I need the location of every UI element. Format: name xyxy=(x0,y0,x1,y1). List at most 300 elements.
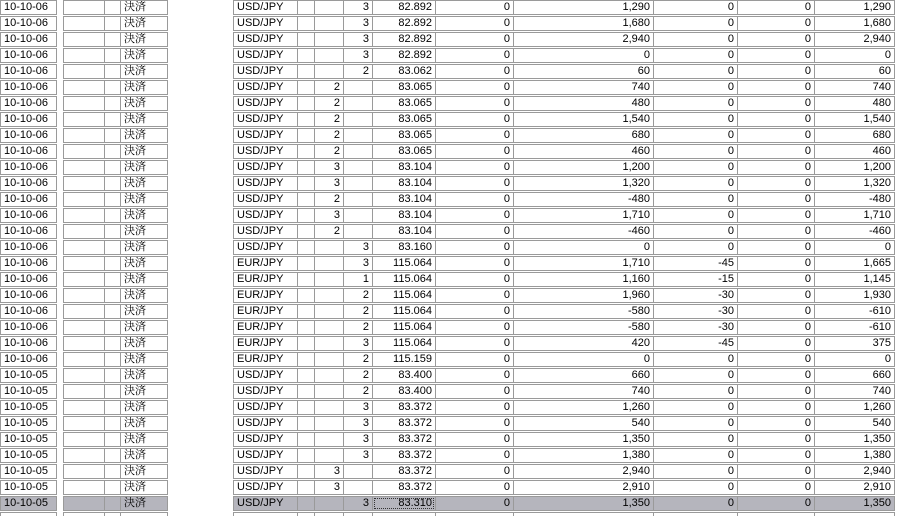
cell-price[interactable]: 82.892 xyxy=(372,16,436,31)
cell-quantity-b[interactable]: 3 xyxy=(343,32,373,47)
cell-settlement-type[interactable]: 決済 xyxy=(120,368,168,383)
cell-zero-1[interactable]: 0 xyxy=(435,256,514,271)
cell-profit-loss[interactable]: 1,320 xyxy=(513,176,654,191)
cell-zero-1[interactable]: 0 xyxy=(435,288,514,303)
cell-empty-c[interactable] xyxy=(104,432,121,447)
cell-quantity-a[interactable]: 2 xyxy=(314,96,344,111)
cell-currency-pair[interactable]: USD/JPY xyxy=(233,64,298,79)
cell-net-amount[interactable]: 0 xyxy=(814,240,895,255)
cell-price[interactable]: 83.065 xyxy=(372,144,436,159)
cell-currency-pair[interactable]: EUR/JPY xyxy=(233,336,298,351)
cell-empty-c[interactable] xyxy=(104,128,121,143)
cell-empty-c[interactable] xyxy=(104,96,121,111)
cell-price[interactable]: 83.372 xyxy=(372,400,436,415)
cell-quantity-a[interactable]: 3 xyxy=(314,176,344,191)
cell-price[interactable]: 115.064 xyxy=(372,336,436,351)
cell-zero-1[interactable]: 0 xyxy=(435,224,514,239)
cell-empty-c[interactable] xyxy=(104,112,121,127)
cell-quantity-a[interactable] xyxy=(314,64,344,79)
cell-profit-loss[interactable]: 1,350 xyxy=(513,432,654,447)
cell-net-amount[interactable]: 480 xyxy=(814,96,895,111)
cell-empty-f[interactable] xyxy=(297,448,315,463)
cell-empty-f[interactable] xyxy=(297,256,315,271)
cell-quantity-b[interactable]: 3 xyxy=(343,400,373,415)
cell-profit-loss[interactable]: 1,710 xyxy=(513,208,654,223)
cell-quantity-b[interactable]: 1 xyxy=(343,272,373,287)
cell-trade-date[interactable]: 10-10-06 xyxy=(0,160,57,175)
cell-zero-1[interactable]: 0 xyxy=(435,0,514,15)
cell-commission[interactable]: -30 xyxy=(653,288,738,303)
cell-price[interactable]: 83.372 xyxy=(372,416,436,431)
cell-quantity-a[interactable]: 2 xyxy=(314,112,344,127)
cell-empty-b[interactable] xyxy=(63,336,105,351)
cell-net-amount[interactable]: 1,350 xyxy=(814,496,895,511)
table-row[interactable] xyxy=(0,96,907,111)
cell-empty-f[interactable] xyxy=(297,16,315,31)
cell-empty-f[interactable] xyxy=(297,336,315,351)
cell-commission[interactable]: -15 xyxy=(653,272,738,287)
cell-zero-1[interactable]: 0 xyxy=(435,384,514,399)
cell-price[interactable]: 83.104 xyxy=(372,160,436,175)
cell-quantity-b[interactable] xyxy=(343,192,373,207)
cell-net-amount[interactable]: 1,665 xyxy=(814,256,895,271)
table-row[interactable] xyxy=(0,208,907,223)
table-row[interactable] xyxy=(0,112,907,127)
cell-empty-c[interactable] xyxy=(104,144,121,159)
cell-trade-date[interactable]: 10-10-05 xyxy=(0,368,57,383)
cell-empty-f[interactable] xyxy=(297,144,315,159)
cell-empty-c[interactable] xyxy=(104,208,121,223)
cell-zero-1[interactable]: 0 xyxy=(435,64,514,79)
cell-zero-1[interactable]: 0 xyxy=(435,80,514,95)
cell-quantity-a[interactable] xyxy=(314,352,344,367)
cell-quantity-b[interactable]: 2 xyxy=(343,288,373,303)
cell-empty-c[interactable] xyxy=(104,368,121,383)
cell-empty-f[interactable] xyxy=(297,192,315,207)
cell-zero-1[interactable]: 0 xyxy=(435,416,514,431)
cell-empty-b[interactable] xyxy=(63,224,105,239)
cell-currency-pair[interactable]: USD/JPY xyxy=(233,80,298,95)
cell-price[interactable]: 83.062 xyxy=(372,64,436,79)
cell-empty-f[interactable] xyxy=(297,112,315,127)
cell-trade-date[interactable] xyxy=(0,512,57,516)
cell-price[interactable]: 82.892 xyxy=(372,0,436,15)
cell-profit-loss[interactable]: 660 xyxy=(513,368,654,383)
cell-trade-date[interactable]: 10-10-06 xyxy=(0,0,57,15)
cell-quantity-b[interactable] xyxy=(343,80,373,95)
cell-empty-f[interactable] xyxy=(297,464,315,479)
cell-quantity-a[interactable]: 3 xyxy=(314,464,344,479)
table-row[interactable] xyxy=(0,368,907,383)
cell-quantity-b[interactable]: 3 xyxy=(343,256,373,271)
cell-settlement-type[interactable]: 決済 xyxy=(120,224,168,239)
table-row[interactable] xyxy=(0,320,907,335)
cell-empty-c[interactable] xyxy=(104,288,121,303)
cell-net-amount[interactable]: 1,540 xyxy=(814,112,895,127)
cell-quantity-a[interactable] xyxy=(314,368,344,383)
cell-quantity-b[interactable] xyxy=(343,128,373,143)
cell-empty-f[interactable] xyxy=(297,240,315,255)
cell-zero-1[interactable]: 0 xyxy=(435,160,514,175)
cell-trade-date[interactable]: 10-10-06 xyxy=(0,176,57,191)
cell-currency-pair[interactable]: USD/JPY xyxy=(233,96,298,111)
cell-quantity-a[interactable] xyxy=(314,272,344,287)
cell-quantity-a[interactable] xyxy=(314,336,344,351)
cell-trade-date[interactable]: 10-10-05 xyxy=(0,480,57,495)
cell-net-amount[interactable]: 1,680 xyxy=(814,16,895,31)
cell-quantity-a[interactable] xyxy=(314,384,344,399)
cell-settlement-type[interactable]: 決済 xyxy=(120,416,168,431)
cell-zero-1[interactable]: 0 xyxy=(435,496,514,511)
cell-quantity-a[interactable] xyxy=(314,512,344,516)
cell-empty-f[interactable] xyxy=(297,496,315,511)
cell-trade-date[interactable]: 10-10-06 xyxy=(0,224,57,239)
cell-price[interactable]: 115.064 xyxy=(372,304,436,319)
cell-zero-1[interactable]: 0 xyxy=(435,176,514,191)
cell-zero-2[interactable]: 0 xyxy=(737,288,815,303)
cell-quantity-a[interactable] xyxy=(314,432,344,447)
table-row[interactable] xyxy=(0,272,907,287)
cell-zero-2[interactable]: 0 xyxy=(737,48,815,63)
cell-empty-f[interactable] xyxy=(297,320,315,335)
cell-profit-loss[interactable]: 420 xyxy=(513,336,654,351)
cell-trade-date[interactable]: 10-10-06 xyxy=(0,192,57,207)
cell-quantity-a[interactable] xyxy=(314,416,344,431)
cell-profit-loss[interactable]: 460 xyxy=(513,144,654,159)
cell-empty-b[interactable] xyxy=(63,352,105,367)
cell-quantity-b[interactable] xyxy=(343,176,373,191)
cell-quantity-b[interactable]: 3 xyxy=(343,48,373,63)
cell-empty-b[interactable] xyxy=(63,240,105,255)
cell-commission[interactable]: -45 xyxy=(653,256,738,271)
cell-commission[interactable]: 0 xyxy=(653,400,738,415)
cell-profit-loss[interactable]: 1,680 xyxy=(513,16,654,31)
cell-empty-b[interactable] xyxy=(63,448,105,463)
cell-empty-c[interactable] xyxy=(104,384,121,399)
cell-trade-date[interactable]: 10-10-06 xyxy=(0,16,57,31)
cell-settlement-type[interactable]: 決済 xyxy=(120,352,168,367)
cell-settlement-type[interactable] xyxy=(120,512,168,516)
cell-trade-date[interactable]: 10-10-05 xyxy=(0,496,57,511)
cell-zero-2[interactable] xyxy=(737,512,815,516)
cell-settlement-type[interactable]: 決済 xyxy=(120,128,168,143)
cell-profit-loss[interactable]: 0 xyxy=(513,48,654,63)
cell-settlement-type[interactable]: 決済 xyxy=(120,304,168,319)
cell-empty-f[interactable] xyxy=(297,384,315,399)
cell-profit-loss[interactable]: 480 xyxy=(513,96,654,111)
cell-quantity-a[interactable]: 2 xyxy=(314,224,344,239)
cell-zero-1[interactable]: 0 xyxy=(435,272,514,287)
cell-profit-loss[interactable]: 680 xyxy=(513,128,654,143)
cell-empty-b[interactable] xyxy=(63,432,105,447)
cell-trade-date[interactable]: 10-10-05 xyxy=(0,416,57,431)
cell-empty-b[interactable] xyxy=(63,80,105,95)
cell-empty-c[interactable] xyxy=(104,512,121,516)
cell-settlement-type[interactable]: 決済 xyxy=(120,64,168,79)
table-row[interactable] xyxy=(0,288,907,303)
cell-net-amount[interactable]: 740 xyxy=(814,384,895,399)
cell-empty-f[interactable] xyxy=(297,400,315,415)
cell-zero-1[interactable]: 0 xyxy=(435,240,514,255)
cell-profit-loss[interactable]: 2,940 xyxy=(513,32,654,47)
cell-empty-c[interactable] xyxy=(104,400,121,415)
cell-currency-pair[interactable]: USD/JPY xyxy=(233,384,298,399)
cell-price[interactable]: 83.065 xyxy=(372,96,436,111)
cell-quantity-a[interactable]: 2 xyxy=(314,128,344,143)
cell-net-amount[interactable]: 1,145 xyxy=(814,272,895,287)
cell-quantity-b[interactable]: 3 xyxy=(343,448,373,463)
cell-net-amount[interactable]: 2,940 xyxy=(814,32,895,47)
cell-zero-2[interactable]: 0 xyxy=(737,432,815,447)
cell-commission[interactable]: 0 xyxy=(653,64,738,79)
cell-commission[interactable] xyxy=(653,512,738,516)
cell-zero-2[interactable]: 0 xyxy=(737,16,815,31)
cell-empty-f[interactable] xyxy=(297,96,315,111)
table-row[interactable] xyxy=(0,64,907,79)
cell-empty-c[interactable] xyxy=(104,48,121,63)
cell-zero-2[interactable]: 0 xyxy=(737,224,815,239)
cell-quantity-b[interactable] xyxy=(343,96,373,111)
cell-empty-c[interactable] xyxy=(104,304,121,319)
cell-currency-pair[interactable]: USD/JPY xyxy=(233,464,298,479)
cell-zero-2[interactable]: 0 xyxy=(737,96,815,111)
cell-price[interactable]: 83.372 xyxy=(372,432,436,447)
cell-empty-c[interactable] xyxy=(104,496,121,511)
cell-quantity-a[interactable]: 3 xyxy=(314,480,344,495)
cell-profit-loss[interactable]: 1,290 xyxy=(513,0,654,15)
cell-quantity-a[interactable] xyxy=(314,240,344,255)
table-row[interactable] xyxy=(0,192,907,207)
cell-commission[interactable]: 0 xyxy=(653,0,738,15)
cell-net-amount[interactable]: 0 xyxy=(814,352,895,367)
cell-zero-2[interactable]: 0 xyxy=(737,112,815,127)
cell-trade-date[interactable]: 10-10-06 xyxy=(0,128,57,143)
cell-currency-pair[interactable]: USD/JPY xyxy=(233,144,298,159)
cell-trade-date[interactable]: 10-10-06 xyxy=(0,208,57,223)
cell-profit-loss[interactable]: 1,710 xyxy=(513,256,654,271)
cell-zero-1[interactable]: 0 xyxy=(435,336,514,351)
cell-profit-loss[interactable]: 2,940 xyxy=(513,464,654,479)
cell-price[interactable]: 82.892 xyxy=(372,48,436,63)
table-row[interactable] xyxy=(0,240,907,255)
cell-empty-f[interactable] xyxy=(297,160,315,175)
cell-quantity-b[interactable]: 2 xyxy=(343,304,373,319)
cell-empty-c[interactable] xyxy=(104,176,121,191)
cell-net-amount[interactable]: 680 xyxy=(814,128,895,143)
cell-empty-b[interactable] xyxy=(63,96,105,111)
cell-net-amount[interactable]: -610 xyxy=(814,320,895,335)
cell-currency-pair[interactable]: USD/JPY xyxy=(233,160,298,175)
cell-zero-1[interactable]: 0 xyxy=(435,96,514,111)
cell-quantity-b[interactable]: 3 xyxy=(343,496,373,511)
cell-quantity-b[interactable]: 3 xyxy=(343,432,373,447)
cell-zero-1[interactable]: 0 xyxy=(435,448,514,463)
cell-profit-loss[interactable]: 60 xyxy=(513,64,654,79)
cell-zero-2[interactable]: 0 xyxy=(737,0,815,15)
cell-net-amount[interactable]: 1,710 xyxy=(814,208,895,223)
table-row[interactable] xyxy=(0,432,907,447)
cell-empty-b[interactable] xyxy=(63,496,105,511)
cell-zero-1[interactable]: 0 xyxy=(435,208,514,223)
cell-quantity-a[interactable]: 2 xyxy=(314,80,344,95)
table-row[interactable] xyxy=(0,32,907,47)
cell-empty-b[interactable] xyxy=(63,480,105,495)
cell-trade-date[interactable]: 10-10-06 xyxy=(0,272,57,287)
cell-quantity-b[interactable] xyxy=(343,208,373,223)
cell-empty-b[interactable] xyxy=(63,32,105,47)
cell-quantity-b[interactable] xyxy=(343,112,373,127)
cell-price[interactable]: 83.104 xyxy=(372,224,436,239)
cell-profit-loss[interactable]: 0 xyxy=(513,240,654,255)
cell-price[interactable]: 82.892 xyxy=(372,32,436,47)
cell-empty-b[interactable] xyxy=(63,16,105,31)
cell-empty-c[interactable] xyxy=(104,336,121,351)
cell-price[interactable]: 83.065 xyxy=(372,112,436,127)
cell-empty-b[interactable] xyxy=(63,320,105,335)
cell-commission[interactable]: 0 xyxy=(653,144,738,159)
cell-quantity-b[interactable]: 3 xyxy=(343,416,373,431)
cell-empty-c[interactable] xyxy=(104,160,121,175)
cell-settlement-type[interactable]: 決済 xyxy=(120,80,168,95)
cell-settlement-type[interactable]: 決済 xyxy=(120,32,168,47)
cell-currency-pair[interactable]: USD/JPY xyxy=(233,128,298,143)
cell-quantity-b[interactable] xyxy=(343,160,373,175)
cell-profit-loss[interactable]: 1,350 xyxy=(513,496,654,511)
cell-commission[interactable]: 0 xyxy=(653,208,738,223)
cell-price[interactable]: 115.064 xyxy=(372,256,436,271)
cell-zero-1[interactable]: 0 xyxy=(435,400,514,415)
cell-commission[interactable]: 0 xyxy=(653,464,738,479)
cell-commission[interactable]: 0 xyxy=(653,192,738,207)
cell-empty-c[interactable] xyxy=(104,80,121,95)
cell-currency-pair[interactable] xyxy=(233,512,298,516)
cell-quantity-a[interactable] xyxy=(314,256,344,271)
cell-quantity-b[interactable]: 2 xyxy=(343,368,373,383)
cell-empty-f[interactable] xyxy=(297,304,315,319)
cell-profit-loss[interactable]: 740 xyxy=(513,80,654,95)
cell-currency-pair[interactable]: EUR/JPY xyxy=(233,352,298,367)
cell-trade-date[interactable]: 10-10-06 xyxy=(0,320,57,335)
cell-zero-1[interactable]: 0 xyxy=(435,304,514,319)
cell-profit-loss[interactable]: 1,380 xyxy=(513,448,654,463)
cell-price[interactable]: 83.372 xyxy=(372,480,436,495)
cell-zero-1[interactable]: 0 xyxy=(435,112,514,127)
cell-empty-c[interactable] xyxy=(104,480,121,495)
cell-empty-b[interactable] xyxy=(63,416,105,431)
cell-trade-date[interactable]: 10-10-06 xyxy=(0,80,57,95)
cell-trade-date[interactable]: 10-10-06 xyxy=(0,336,57,351)
cell-settlement-type[interactable]: 決済 xyxy=(120,144,168,159)
cell-trade-date[interactable]: 10-10-06 xyxy=(0,352,57,367)
cell-empty-f[interactable] xyxy=(297,32,315,47)
cell-trade-date[interactable]: 10-10-06 xyxy=(0,64,57,79)
cell-currency-pair[interactable]: USD/JPY xyxy=(233,176,298,191)
cell-net-amount[interactable]: -610 xyxy=(814,304,895,319)
cell-zero-2[interactable]: 0 xyxy=(737,256,815,271)
cell-currency-pair[interactable]: EUR/JPY xyxy=(233,304,298,319)
table-row[interactable] xyxy=(0,256,907,271)
cell-zero-2[interactable]: 0 xyxy=(737,336,815,351)
cell-empty-f[interactable] xyxy=(297,64,315,79)
cell-empty-c[interactable] xyxy=(104,192,121,207)
cell-net-amount[interactable]: 1,260 xyxy=(814,400,895,415)
table-row[interactable] xyxy=(0,16,907,31)
table-row[interactable] xyxy=(0,464,907,479)
cell-net-amount[interactable]: 460 xyxy=(814,144,895,159)
cell-quantity-a[interactable] xyxy=(314,16,344,31)
cell-currency-pair[interactable]: USD/JPY xyxy=(233,48,298,63)
cell-zero-2[interactable]: 0 xyxy=(737,496,815,511)
cell-zero-2[interactable]: 0 xyxy=(737,384,815,399)
cell-net-amount[interactable]: 740 xyxy=(814,80,895,95)
table-row[interactable] xyxy=(0,336,907,351)
cell-quantity-a[interactable]: 3 xyxy=(314,160,344,175)
cell-currency-pair[interactable]: USD/JPY xyxy=(233,208,298,223)
cell-zero-2[interactable]: 0 xyxy=(737,144,815,159)
cell-empty-f[interactable] xyxy=(297,80,315,95)
cell-commission[interactable]: 0 xyxy=(653,128,738,143)
cell-commission[interactable]: 0 xyxy=(653,448,738,463)
cell-quantity-b[interactable] xyxy=(343,512,373,516)
table-row[interactable] xyxy=(0,128,907,143)
cell-empty-c[interactable] xyxy=(104,272,121,287)
cell-empty-c[interactable] xyxy=(104,32,121,47)
cell-currency-pair[interactable]: USD/JPY xyxy=(233,16,298,31)
cell-zero-2[interactable]: 0 xyxy=(737,368,815,383)
cell-empty-f[interactable] xyxy=(297,48,315,63)
cell-currency-pair[interactable]: USD/JPY xyxy=(233,240,298,255)
cell-commission[interactable]: 0 xyxy=(653,176,738,191)
cell-empty-f[interactable] xyxy=(297,352,315,367)
cell-empty-c[interactable] xyxy=(104,64,121,79)
cell-quantity-b[interactable]: 2 xyxy=(343,64,373,79)
cell-empty-f[interactable] xyxy=(297,128,315,143)
cell-zero-2[interactable]: 0 xyxy=(737,304,815,319)
cell-zero-1[interactable]: 0 xyxy=(435,352,514,367)
cell-settlement-type[interactable]: 決済 xyxy=(120,48,168,63)
cell-empty-b[interactable] xyxy=(63,176,105,191)
cell-empty-b[interactable] xyxy=(63,128,105,143)
cell-currency-pair[interactable]: USD/JPY xyxy=(233,112,298,127)
cell-zero-1[interactable] xyxy=(435,512,514,516)
cell-price[interactable]: 83.104 xyxy=(372,176,436,191)
cell-empty-b[interactable] xyxy=(63,368,105,383)
cell-quantity-a[interactable]: 3 xyxy=(314,208,344,223)
cell-empty-b[interactable] xyxy=(63,512,105,516)
cell-commission[interactable]: 0 xyxy=(653,96,738,111)
cell-net-amount[interactable]: 540 xyxy=(814,416,895,431)
cell-profit-loss[interactable]: -460 xyxy=(513,224,654,239)
cell-zero-2[interactable]: 0 xyxy=(737,480,815,495)
table-row[interactable] xyxy=(0,80,907,95)
cell-settlement-type[interactable]: 決済 xyxy=(120,112,168,127)
cell-net-amount[interactable]: 0 xyxy=(814,48,895,63)
cell-empty-f[interactable] xyxy=(297,224,315,239)
cell-trade-date[interactable]: 10-10-06 xyxy=(0,144,57,159)
cell-net-amount[interactable]: 1,380 xyxy=(814,448,895,463)
cell-settlement-type[interactable]: 決済 xyxy=(120,464,168,479)
cell-settlement-type[interactable]: 決済 xyxy=(120,256,168,271)
cell-currency-pair[interactable]: USD/JPY xyxy=(233,448,298,463)
table-row[interactable] xyxy=(0,144,907,159)
cell-empty-c[interactable] xyxy=(104,0,121,15)
cell-commission[interactable]: 0 xyxy=(653,112,738,127)
cell-price[interactable]: 115.159 xyxy=(372,352,436,367)
cell-net-amount[interactable]: 660 xyxy=(814,368,895,383)
cell-profit-loss[interactable]: -580 xyxy=(513,320,654,335)
cell-zero-2[interactable]: 0 xyxy=(737,240,815,255)
cell-empty-c[interactable] xyxy=(104,464,121,479)
